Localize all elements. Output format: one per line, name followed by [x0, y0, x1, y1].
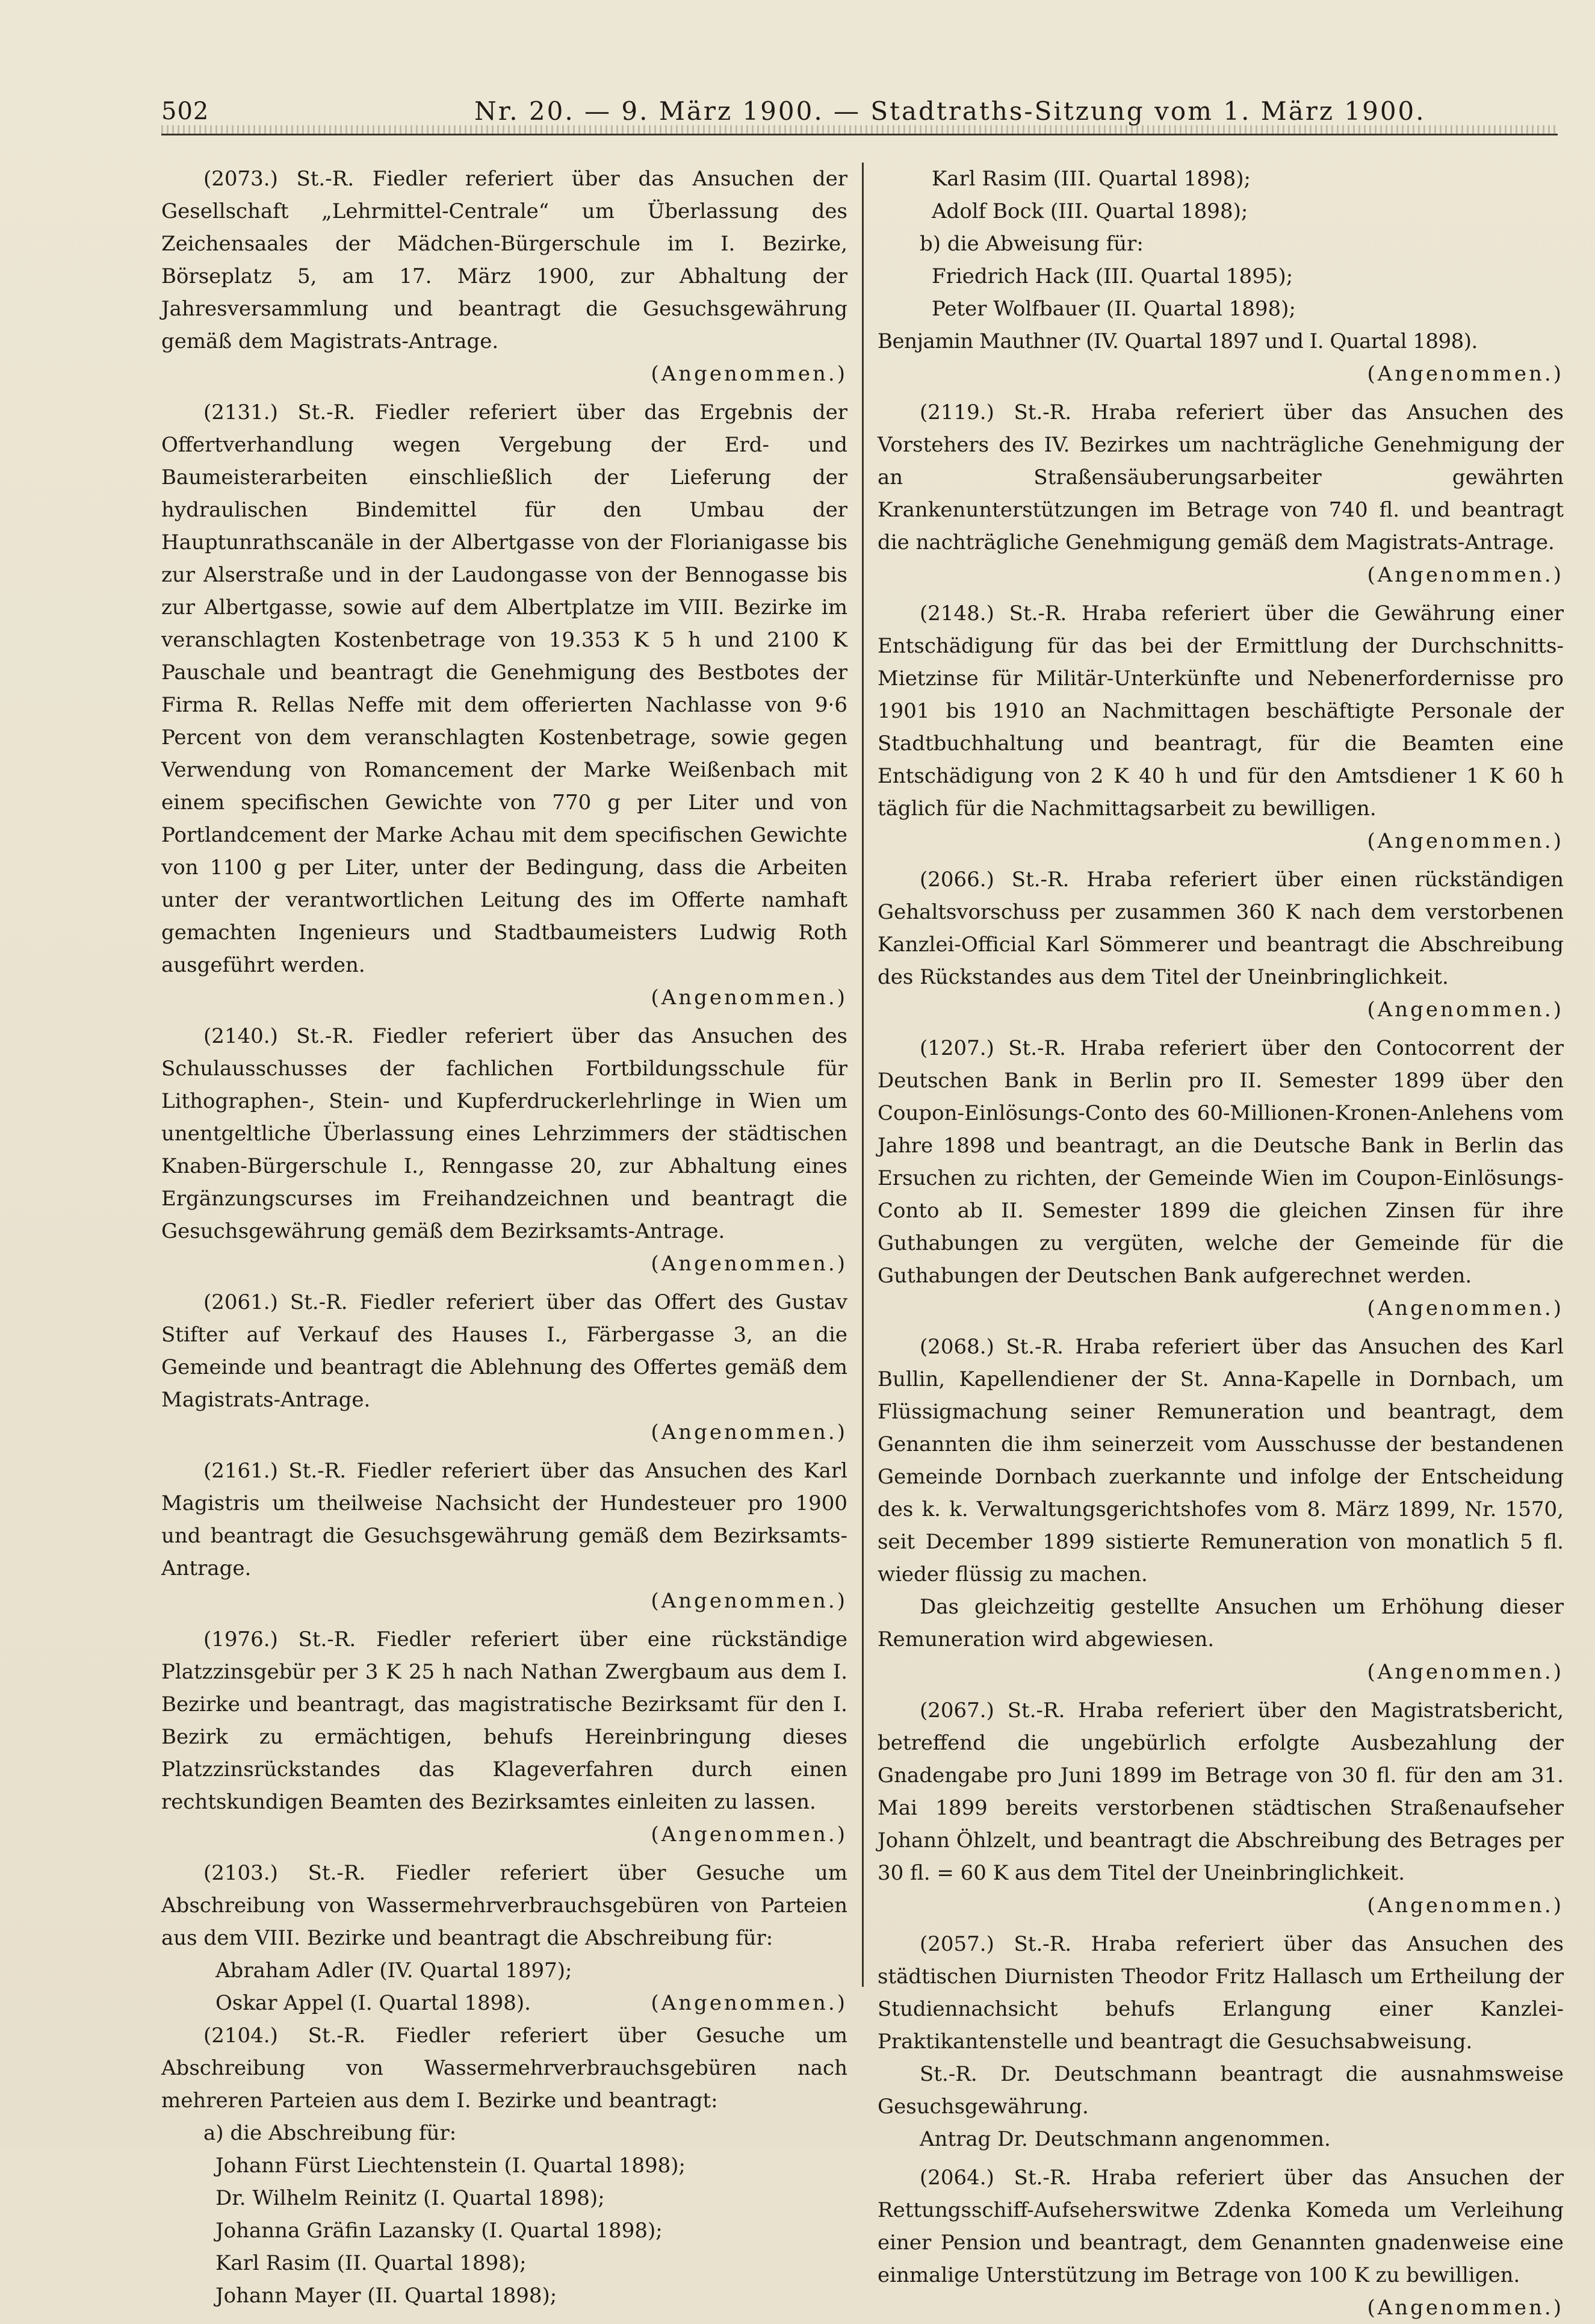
- left-column: [161, 163, 847, 2308]
- list-item: Johanna Gräfin Lazansky (I. Quartal 1898);: [215, 2219, 663, 2243]
- item-2073: [161, 163, 847, 390]
- item-text: (1207.) St.-R. Hraba referiert über den Contocorrent der Deutschen Bank in Berlin pro II. Semester 1899 über den Coupon-Einlösungs-Conto des 60-Millionen-Kronen-Anlehens vom Jahre 1898 und beantragt, an die Deutsche Bank in Berlin das Ersuchen zu richten, der Gemeinde Wien im Coupon-Einlösungs-Conto ab II. Semester 1899 die gleichen Zinsen für ihre Guthabungen zu vergüten, welche der Gemeinde für die Guthabungen der Deutschen Bank aufgerechnet werden.: [878, 1036, 1564, 1288]
- list-item: Johann Mayer (II. Quartal 1898);: [215, 2284, 557, 2308]
- item-text: (1976.) St.-R. Fiedler referiert über eine rückständige Platzzinsgebür per 3 K 25 h nach Nathan Zwergbaum aus dem I. Bezirke und beantragt, das magistratische Bezirksamt für den I. Bezirk zu ermächtigen, behufs Hereinbringung dieses Platzzinsrückstandes das Klageverfahren durch einen rechtskundigen Beamten des Bezirksamtes einleiten zu lassen.: [161, 1627, 847, 1814]
- item-decision: (Angenommen.): [1367, 1660, 1564, 1684]
- item-2068-addendum: [878, 1591, 1564, 1688]
- column-divider: [862, 163, 864, 1987]
- list-item: Johann Fürst Liechtenstein (I. Quartal 1898);: [215, 2154, 686, 2178]
- item-2161: [161, 1455, 847, 1617]
- item-text: Das gleichzeitig gestellte Ansuchen um Erhöhung dieser Remuneration wird abgewiesen.: [878, 1595, 1564, 1651]
- list-item: Friedrich Hack (III. Quartal 1895);: [932, 264, 1293, 288]
- item-decision: (Angenommen.): [651, 362, 847, 386]
- item-text: (2161.) St.-R. Fiedler referiert über das Ansuchen des Karl Magistris um theilweise Nachsicht der Hundesteuer pro 1900 und beantragt die Gesuchsgewährung gemäß dem Bezirksamts-Antrage.: [161, 1459, 847, 1580]
- item-text: (2061.) St.-R. Fiedler referiert über das Offert des Gustav Stifter auf Verkauf des Hauses I., Färbergasse 3, an die Gemeinde und beantragt die Ablehnung des Offertes gemäß dem Magistrats-Antrage.: [161, 1290, 847, 1412]
- item-text: (2066.) St.-R. Hraba referiert über einen rückständigen Gehaltsvorschuss per zusammen 360 K nach dem verstorbenen Kanzlei-Official Karl Sömmerer und beantragt die Abschreibung des Rückstandes aus dem Titel der Uneinbringlichkeit.: [878, 868, 1564, 989]
- item-2057-motion: St.-R. Dr. Deutschmann beantragt die ausnahmsweise Gesuchsgewährung.: [878, 2062, 1564, 2119]
- item-text: (2068.) St.-R. Hraba referiert über das Ansuchen des Karl Bullin, Kapellendiener der St. Anna-Kapelle in Dornbach, um Flüssigmachung seiner Remuneration und beantragt, dem Genannten die ihm seinerzeit vom Ausschusse der bestandenen Gemeinde Dornbach zuerkannte und infolge der Entscheidung des k. k. Verwaltungsgerichtshofes vom 8. März 1899, Nr. 1570, seit December 1899 sistierte Remuneration von monatlich 5 fl. wieder flüssig zu machen.: [878, 1335, 1564, 1586]
- item-decision: (Angenommen.): [1367, 998, 1564, 1022]
- item-decision: (Angenommen.): [651, 1822, 847, 1847]
- item-2066: [878, 863, 1564, 1026]
- item-2057: [878, 1928, 1564, 2058]
- item-text: (2148.) St.-R. Hraba referiert über die Gewährung einer Entschädigung für das bei der Ermittlung der Durchschnitts-Mietzinse für Militär-Unterkünfte und Nebenerfordernisse pro 1901 bis 1910 an Nachmittagen beschäftigte Personale der Stadtbuchhaltung und beantragt, für die Beamten eine Entschädigung von 2 K 40 h und für den Amtsdiener 1 K 60 h täglich für die Nachmittagsarbeit zu bewilligen.: [878, 601, 1564, 821]
- item-text: (2057.) St.-R. Hraba referiert über das Ansuchen des städtischen Diurnisten Theodor Fritz Hallasch um Ertheilung der Studiennachsicht behufs Erlangung einer Kanzlei-Praktikantenstelle und beantragt die Gesuchsabweisung.: [878, 1932, 1564, 2054]
- list-item: Dr. Wilhelm Reinitz (I. Quartal 1898);: [215, 2186, 605, 2210]
- item-text: (2131.) St.-R. Fiedler referiert über das Ergebnis der Offertverhandlung wegen Vergebung der Erd- und Baumeisterarbeiten einschließlich der Lieferung der hydraulischen Bindemittel für den Umbau der Hauptunrathscanäle in der Albertgasse von der Florianigasse bis zur Alserstraße und in der Laudongasse von der Bennogasse bis zur Albertgasse, sowie auf dem Albertplatze im VIII. Bezirke im veranschlagten Kostenbetrage von 19.353 K 5 h und 2100 K Pauschale und beantragt die Genehmigung des Bestbotes der Firma R. Rellas Neffe mit dem offerierten Nachlasse von 9·6 Percent von dem veranschlagten Kostenbetrage, sowie gegen Verwendung von Romancement der Marke Weißenbach mit einem specifischen Gewichte von 770 g per Liter und von Portlandcement der Marke Achau mit dem specifischen Gewichte von 1100 g per Liter, unter der Bedingung, dass die Arbeiten unter der verantwortlichen Leitung des im Offerte namhaft gemachten Ingenieurs und Stadtbaumeisters Ludwig Roth ausgeführt werden.: [161, 400, 847, 977]
- running-title: Nr. 20. — 9. März 1900. — Stadtraths-Sitzung vom 1. März 1900.: [474, 96, 1426, 126]
- item-2103: [161, 1857, 847, 1954]
- list-heading: b) die Abweisung für:: [920, 232, 1144, 256]
- list-item: [161, 1987, 847, 2019]
- header-rule: [161, 134, 1558, 135]
- item-text: (2103.) St.-R. Fiedler referiert über Gesuche um Abschreibung von Wassermehrverbrauchsgebüren von Parteien aus dem VIII. Bezirke und beantragt die Abschreibung für:: [161, 1861, 847, 1950]
- item-text: (2073.) St.-R. Fiedler referiert über das Ansuchen der Gesellschaft „Lehrmittel-Centrale“ um Überlassung des Zeichensaales der Mädchen-Bürgerschule im I. Bezirke, Börseplatz 5, am 17. März 1900, zur Abhaltung der Jahresversammlung und beantragt die Gesuchsgewährung gemäß dem Magistrats-Antrage.: [161, 167, 847, 353]
- page-number: 502: [161, 98, 209, 125]
- list-item: Peter Wolfbauer (II. Quartal 1898);: [932, 297, 1296, 321]
- item-1207: [878, 1032, 1564, 1325]
- list-item: Adolf Bock (III. Quartal 1898);: [932, 199, 1248, 223]
- item-decision: (Angenommen.): [651, 1252, 847, 1276]
- item-decision: (Angenommen.): [1367, 563, 1564, 587]
- item-2104: [161, 2019, 847, 2117]
- list-item-text: Oskar Appel (I. Quartal 1898).: [215, 1991, 531, 2015]
- item-decision: (Angenommen.): [1367, 829, 1564, 853]
- right-column: [878, 163, 1564, 2320]
- item-decision: (Angenommen.): [1367, 1894, 1564, 1918]
- item-2057-result: Antrag Dr. Deutschmann angenommen.: [920, 2127, 1331, 2151]
- item-text: (2119.) St.-R. Hraba referiert über das Ansuchen des Vorstehers des IV. Bezirkes um nachträgliche Genehmigung der an Straßensäuberungsarbeiter gewährten Krankenunterstützungen im Betrage von 740 fl. und beantragt die nachträgliche Genehmigung gemäß dem Magistrats-Antrage.: [878, 400, 1564, 555]
- item-2131: [161, 396, 847, 1014]
- item-2068: [878, 1331, 1564, 1591]
- list-item: Abraham Adler (IV. Quartal 1897);: [215, 1959, 572, 1983]
- item-decision: (Angenommen.): [651, 986, 847, 1010]
- header-ornament: [161, 125, 1558, 134]
- item-2140: [161, 1020, 847, 1280]
- item-decision: (Angenommen.): [1367, 362, 1564, 386]
- item-text: (2064.) St.-R. Hraba referiert über das Ansuchen der Rettungsschiff-Aufseherswitwe Zdenka Komeda um Verleihung einer Pension und beantragt, dem Genannten gnadenweise eine einmalige Unterstützung im Betrage von 100 K zu bewilligen.: [878, 2166, 1564, 2287]
- item-2119: [878, 396, 1564, 591]
- item-2067: [878, 1694, 1564, 1922]
- list-heading: a) die Abschreibung für:: [203, 2121, 457, 2145]
- item-text: (2140.) St.-R. Fiedler referiert über das Ansuchen des Schulausschusses der fachlichen Fortbildungsschule für Lithographen-, Stein- und Kupferdruckerlehrlinge in Wien um unentgeltliche Überlassung eines Lehrzimmers der städtischen Knaben-Bürgerschule I., Renngasse 20, zur Abhaltung eines Ergänzungscurses im Freihandzeichnen und beantragt die Gesuchsgewährung gemäß dem Bezirksamts-Antrage.: [161, 1024, 847, 1243]
- item-2064: [878, 2161, 1564, 2324]
- list-item: Karl Rasim (III. Quartal 1898);: [932, 167, 1251, 191]
- item-text: (2104.) St.-R. Fiedler referiert über Gesuche um Abschreibung von Wassermehrverbrauchsgebüren nach mehreren Parteien aus dem I. Bezirke und beantragt:: [161, 2024, 847, 2113]
- item-decision: (Angenommen.): [651, 1420, 847, 1444]
- item-decision: (Angenommen.): [1367, 2296, 1564, 2320]
- item-decision: (Angenommen.): [651, 1991, 847, 2015]
- list-item: Benjamin Mauthner (IV. Quartal 1897 und I. Quartal 1898).: [878, 329, 1478, 353]
- item-2148: [878, 597, 1564, 857]
- item-decision: (Angenommen.): [1367, 1296, 1564, 1320]
- item-text: (2067.) St.-R. Hraba referiert über den Magistratsbericht, betreffend die ungebürlich erfolgte Ausbezahlung der Gnadengabe pro Juni 1899 im Betrage von 30 fl. für den am 31. Mai 1899 bereits verstorbenen städtischen Straßenaufseher Johann Öhlzelt, und beantragt die Abschreibung des Betrages per 30 fl. = 60 K aus dem Titel der Uneinbringlichkeit.: [878, 1698, 1564, 1885]
- item-2061: [161, 1286, 847, 1449]
- item-decision: (Angenommen.): [651, 1589, 847, 1613]
- item-1976: [161, 1623, 847, 1851]
- list-item: Karl Rasim (II. Quartal 1898);: [215, 2251, 527, 2275]
